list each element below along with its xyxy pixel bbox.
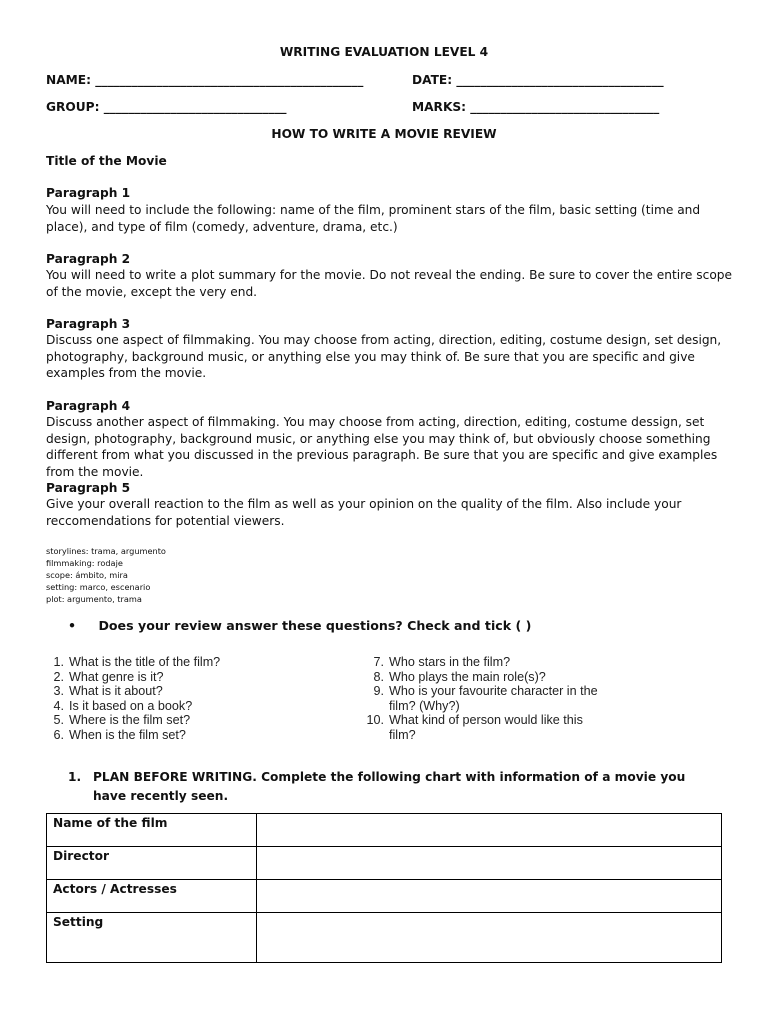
cell-setting[interactable]: [257, 913, 722, 963]
table-row: [47, 847, 722, 880]
bullet-icon: •: [68, 618, 77, 633]
paragraph-text: You will need to include the following: name of the film, prominent stars of the film, basic setting (time and place), and type of film (comedy, adventure, drama, etc.): [46, 203, 701, 234]
glossary-item: setting: marco, escenario: [46, 582, 151, 592]
list-item: film?: [389, 727, 416, 742]
glossary-item: scope: ámbito, mira: [46, 570, 128, 580]
table-row: [47, 913, 722, 963]
paragraph-heading: Paragraph 2: [46, 252, 131, 266]
list-item: 2. What genre is it?: [53, 669, 164, 684]
plan-text: PLAN BEFORE WRITING. Complete the following chart with information of a movie you have recently seen.: [93, 770, 686, 803]
list-item: 3. What is it about?: [53, 684, 163, 699]
marks-field: MARKS: _______________________________: [412, 100, 660, 114]
row-label-director: Director: [47, 847, 257, 880]
list-item: film? (Why?): [389, 698, 460, 713]
glossary-item: filmmaking: rodaje: [46, 558, 123, 568]
paragraph-heading: Paragraph 4: [46, 399, 131, 413]
worksheet-title: WRITING EVALUATION LEVEL 4: [279, 45, 489, 59]
plan-number: 1.: [68, 770, 82, 784]
cell-director[interactable]: [257, 847, 722, 880]
row-label-film-name: Name of the film: [47, 814, 257, 847]
paragraph-text: Give your overall reaction to the film as well as your opinion on the quality of the film. Also include your reccomendations for potential viewers.: [46, 497, 682, 528]
date-field: DATE: __________________________________: [412, 73, 664, 87]
paragraph-heading: Paragraph 3: [46, 317, 131, 331]
paragraph-text: You will need to write a plot summary for the movie. Do not reveal the ending. Be sure to cover the entire scope of the movie, except the very end.: [46, 268, 733, 299]
paragraph-heading: Paragraph 5: [46, 481, 131, 495]
table-row: [47, 814, 722, 847]
list-item: 9. Who is your favourite character in the: [373, 684, 598, 699]
list-item: 4. Is it based on a book?: [53, 698, 193, 713]
row-label-actors: Actors / Actresses: [47, 880, 257, 913]
movie-info-chart: [46, 813, 722, 963]
cell-actors[interactable]: [257, 880, 722, 913]
glossary-item: storylines: trama, argumento: [46, 546, 166, 556]
cell-film-name[interactable]: [257, 814, 722, 847]
question-list-left: [46, 655, 220, 743]
group-field: GROUP: ______________________________: [46, 100, 287, 114]
question-list-right: [366, 655, 598, 743]
list-item: 7. Who stars in the film?: [373, 655, 511, 669]
paragraph-text: Discuss another aspect of filmmaking. You may choose from acting, direction, editing, costume dessign, set design, photography, background music, or anything else you may think of, but obviously choose something different from what you discussed in the previous paragraph. Be sure that you are specific and give examples from the movie.: [46, 415, 718, 479]
plan-instruction: [68, 768, 718, 806]
list-item: 1. What is the title of the film?: [53, 655, 221, 669]
list-item: 10. What kind of person would like this: [366, 713, 583, 728]
checklist-prompt-text: Does your review answer these questions? Check and tick ( ): [98, 618, 532, 633]
name-field: NAME: ____________________________________________: [46, 73, 364, 87]
list-item: 8. Who plays the main role(s)?: [373, 669, 546, 684]
movie-title-heading: Title of the Movie: [46, 154, 167, 168]
paragraph-heading: Paragraph 1: [46, 186, 131, 200]
list-item: 6. When is the film set?: [53, 727, 186, 742]
checklist-prompt: [68, 618, 531, 633]
section-title: HOW TO WRITE A MOVIE REVIEW: [271, 127, 497, 141]
glossary-item: plot: argumento, trama: [46, 594, 142, 604]
table-row: [47, 880, 722, 913]
row-label-setting: Setting: [47, 913, 257, 963]
paragraph-text: Discuss one aspect of filmmaking. You may choose from acting, direction, editing, costume design, set design, photography, background music, or anything else you may think of. Be sure that you are specific and give examples from the movie.: [46, 333, 722, 380]
list-item: 5. Where is the film set?: [53, 713, 191, 728]
